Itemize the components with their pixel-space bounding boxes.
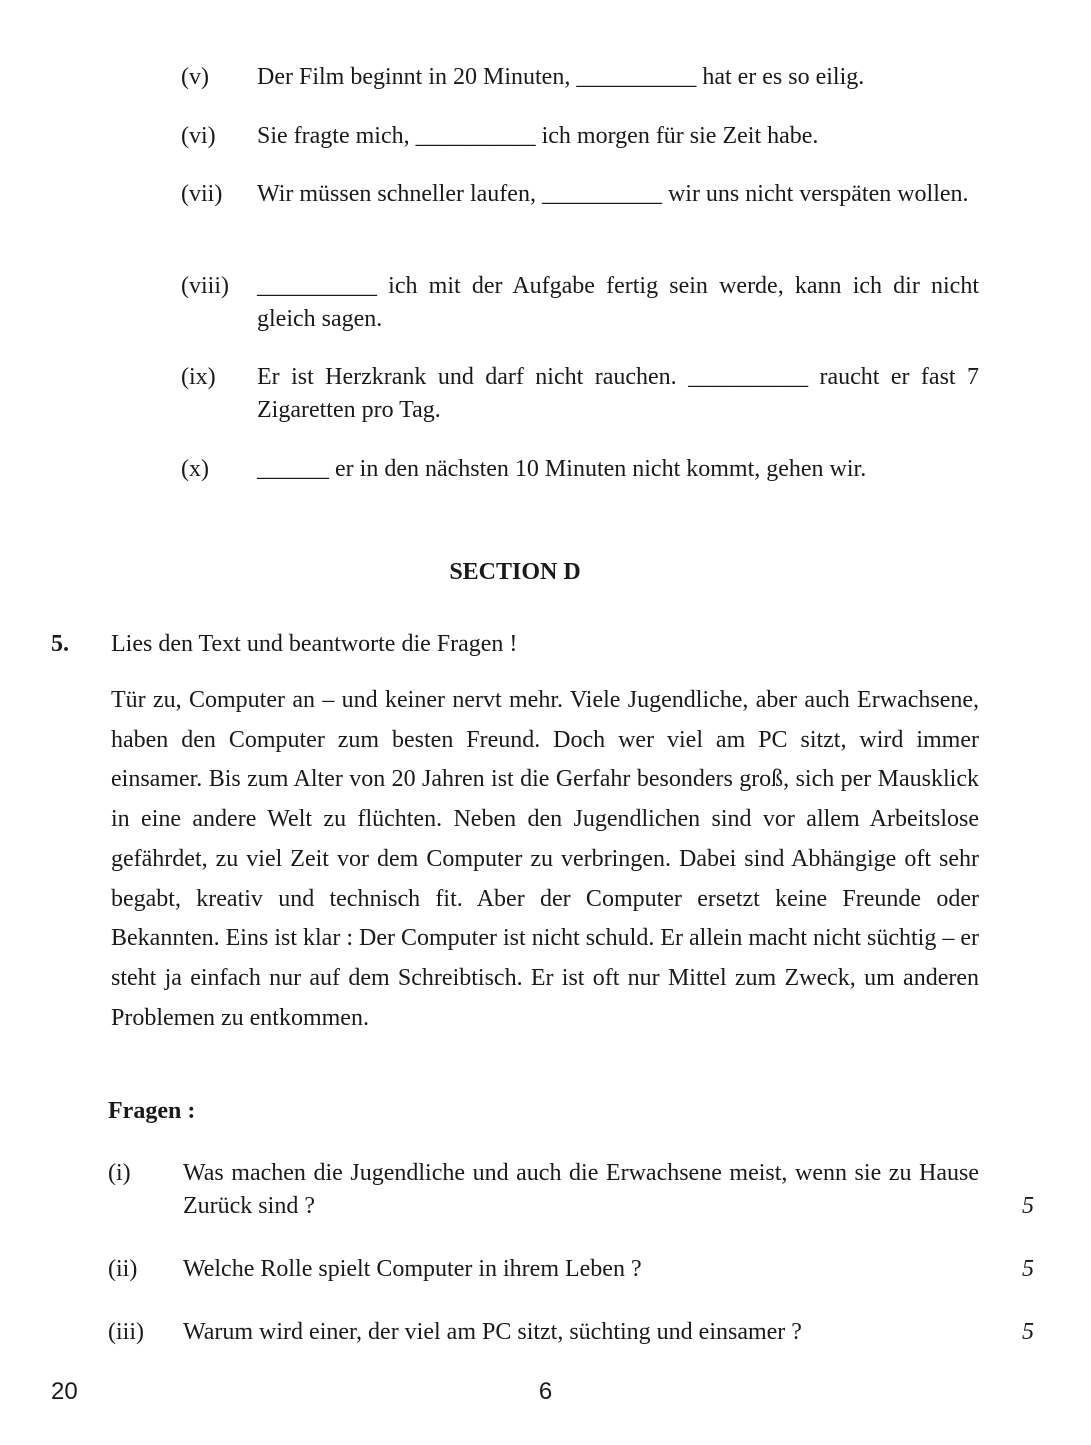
exercise-item bbox=[181, 361, 979, 427]
fragen-heading: Fragen : bbox=[108, 1098, 196, 1124]
item-number: (ix) bbox=[181, 364, 216, 390]
exercise-item bbox=[181, 61, 979, 94]
fragen-number: (ii) bbox=[108, 1256, 138, 1282]
exercise-item bbox=[181, 453, 979, 486]
item-number: (x) bbox=[181, 456, 209, 482]
fragen-item bbox=[108, 1157, 1034, 1223]
marks: 5 bbox=[1022, 1256, 1034, 1282]
reading-passage: Tür zu, Computer an – und keiner nervt mehr. Viele Jugendliche, aber auch Erwachsene, haben den Computer zum besten Freund. Doch wer viel am PC sitzt, wird immer einsamer. Bis zum Alter von 20 Jahren ist die Gerfahr besonders groß, sich per Mausklick in eine andere Welt zu flüchten. Neben den Jugendlichen sind vor allem Arbeitslose gefährdet, zu viel Zeit vor dem Computer zu verbringen. Dabei sind Abhängige oft sehr begabt, kreativ und technisch fit. Aber der Computer ersetzt keine Freunde oder Bekannten. Eins ist klar : Der Computer ist nicht schuld. Er allein macht nicht süchtig – er steht ja einfach nur auf dem Schreibtisch. Er ist oft nur Mittel zum Zweck, um anderen Problemen zu entkommen. bbox=[111, 687, 979, 1031]
marks: 5 bbox=[1022, 1193, 1034, 1219]
section-title: SECTION D bbox=[449, 559, 581, 585]
fragen-text: Was machen die Jugendliche und auch die Erwachsene meist, wenn sie zu Hause Zurück sind ? bbox=[183, 1160, 979, 1219]
item-number: (v) bbox=[181, 64, 209, 90]
item-number: (vii) bbox=[181, 181, 223, 207]
exercise-item bbox=[181, 270, 979, 336]
question-number: 5. bbox=[51, 631, 69, 657]
marks: 5 bbox=[1022, 1319, 1034, 1345]
fragen-text: Warum wird einer, der viel am PC sitzt, süchting und einsamer ? bbox=[183, 1319, 802, 1345]
item-text: Wir müssen schneller laufen, __________ wir uns nicht verspäten wollen. bbox=[257, 181, 969, 207]
exercise-item bbox=[181, 178, 979, 211]
item-text: __________ ich mit der Aufgabe fertig sein werde, kann ich dir nicht gleich sagen. bbox=[257, 273, 979, 332]
question-prompt: Lies den Text und beantworte die Fragen ! bbox=[111, 631, 518, 657]
fragen-item bbox=[108, 1253, 1034, 1286]
fragen-number: (iii) bbox=[108, 1319, 144, 1345]
paper-code: 20 bbox=[51, 1378, 78, 1405]
fragen-number: (i) bbox=[108, 1160, 131, 1186]
item-text: Sie fragte mich, __________ ich morgen für sie Zeit habe. bbox=[257, 123, 819, 149]
page-number: 6 bbox=[538, 1378, 553, 1405]
fragen-text: Welche Rolle spielt Computer in ihrem Leben ? bbox=[183, 1256, 642, 1282]
exercise-item bbox=[181, 120, 979, 153]
item-number: (viii) bbox=[181, 273, 229, 299]
item-text: Er ist Herzkrank und darf nicht rauchen. __________ raucht er fast 7 Zigaretten pro Tag. bbox=[257, 364, 979, 423]
item-number: (vi) bbox=[181, 123, 216, 149]
item-text: ______ er in den nächsten 10 Minuten nicht kommt, gehen wir. bbox=[257, 456, 867, 482]
fragen-item bbox=[108, 1316, 1034, 1349]
item-text: Der Film beginnt in 20 Minuten, __________ hat er es so eilig. bbox=[257, 64, 865, 90]
